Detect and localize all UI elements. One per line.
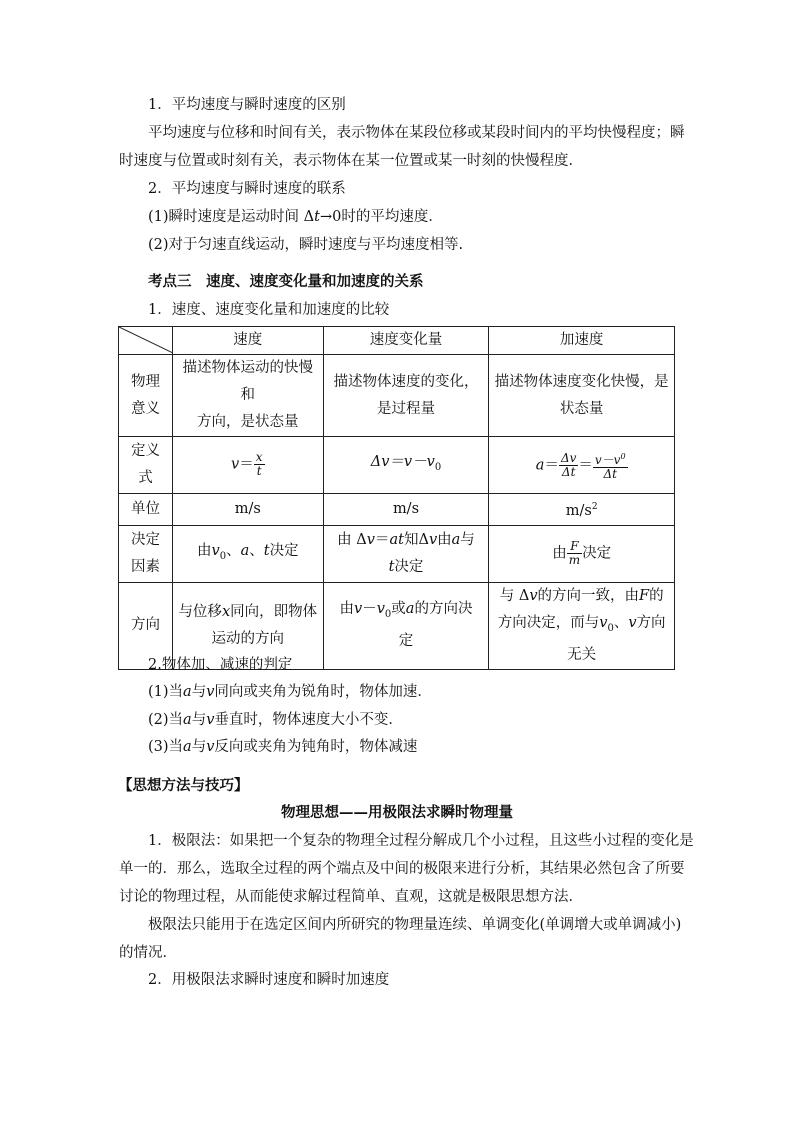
formula-delta-v: $\Delta v=v-v_0$ xyxy=(323,437,489,494)
list-item: (2)当a与v垂直时，物体速度大小不变． xyxy=(148,712,403,728)
formula-velocity: v＝ $\frac{x}{t}$ xyxy=(172,437,323,494)
table-cell: 描述物体速度变化快慢，是 状态量 xyxy=(489,355,675,437)
section-heading: 考点三 速度、速度变化量和加速度的关系 xyxy=(148,273,424,290)
diagonal-line xyxy=(119,327,172,353)
methods-heading: 【思想方法与技巧】 xyxy=(118,777,249,794)
table-cell: 由$v_0$、a、t决定 xyxy=(172,525,323,582)
table-header-row xyxy=(119,327,675,355)
paragraph-line: 2．用极限法求瞬时速度和瞬时加速度 xyxy=(148,972,390,988)
list-item: (3)当a与v反向或夹角为钝角时，物体减速 xyxy=(148,739,418,755)
paragraph-line: 的情况． xyxy=(119,945,177,961)
list-item: (2)对于匀速直线运动，瞬时速度与平均速度相等. xyxy=(148,237,464,253)
column-header: 速度变化量 xyxy=(323,327,489,355)
subtitle-relation: 2．平均速度与瞬时速度的联系 xyxy=(148,181,346,197)
paragraph-line: 时速度与位置或时刻有关，表示物体在某一位置或某一时刻的快慢程度． xyxy=(119,153,583,169)
list-item: (1)当a与v同向或夹角为锐角时，物体加速． xyxy=(148,684,432,700)
table-cell: m/s xyxy=(323,494,489,526)
table-cell: 与 Δv的方向一致，由F的 方向决定，而与$v_0$、v方向 无关 xyxy=(489,582,675,669)
table-cell: 由 $\frac{F}{m}$ 决定 xyxy=(489,525,675,582)
table-cell: $m/s^2$ xyxy=(489,494,675,526)
paragraph-line: 极限法只能用于在选定区间内所研究的物理量连续、单调变化(单调增大或单调减小) xyxy=(148,917,682,933)
paragraph-line: 讨论的物理过程，从而能使求解过程简单、直观，这就是极限思想方法． xyxy=(119,889,583,905)
table-cell: 描述物体运动的快慢和 方向，是状态量 xyxy=(172,355,323,437)
table-title: 1．速度、速度变化量和加速度的比较 xyxy=(148,302,390,318)
table-cell: 由 Δv＝at知Δv由a与 t决定 xyxy=(323,525,489,582)
table-row xyxy=(119,437,675,494)
row-label: 物理 意义 xyxy=(119,355,173,437)
table-cell: 与位移x同向，即物体 运动的方向 xyxy=(172,582,323,669)
list-item: (1)瞬时速度是运动时间 Δt→0时的平均速度． xyxy=(148,209,443,225)
row-label: 方向 xyxy=(119,582,173,669)
table-cell: m/s xyxy=(172,494,323,526)
paragraph-line: 平均速度与位移和时间有关，表示物体在某段位移或某段时间内的平均快慢程度；瞬 xyxy=(148,125,685,141)
table-row xyxy=(119,494,675,526)
row-label: 决定 因素 xyxy=(119,525,173,582)
subtitle-acceleration-judgement: 2.物体加、减速的判定 xyxy=(148,657,293,673)
methods-center-title: 物理思想——用极限法求瞬时物理量 xyxy=(281,804,513,821)
paragraph-line: 1．极限法：如果把一个复杂的物理全过程分解成几个小过程，且这些小过程的变化是 xyxy=(148,833,694,849)
diagonal-header-cell xyxy=(119,327,173,355)
table-row xyxy=(119,355,675,437)
row-label: 定义 式 xyxy=(119,437,173,494)
formula-acceleration: a＝ $\frac{\Delta v}{\Delta t}$ ＝ $\frac{v-v^0}{\Delta t}$ xyxy=(489,437,675,494)
comparison-table xyxy=(118,326,675,670)
table-cell: 由$v-v_0$或a的方向决 定 xyxy=(323,582,489,669)
table-cell: 描述物体速度的变化， 是过程量 xyxy=(323,355,489,437)
column-header: 速度 xyxy=(172,327,323,355)
column-header: 加速度 xyxy=(489,327,675,355)
subtitle-difference: 1．平均速度与瞬时速度的区别 xyxy=(148,97,346,113)
table-row xyxy=(119,525,675,582)
row-label: 单位 xyxy=(119,494,173,526)
paragraph-line: 单一的．那么，选取全过程的两个端点及中间的极限来进行分析，其结果必然包含了所要 xyxy=(119,861,685,877)
